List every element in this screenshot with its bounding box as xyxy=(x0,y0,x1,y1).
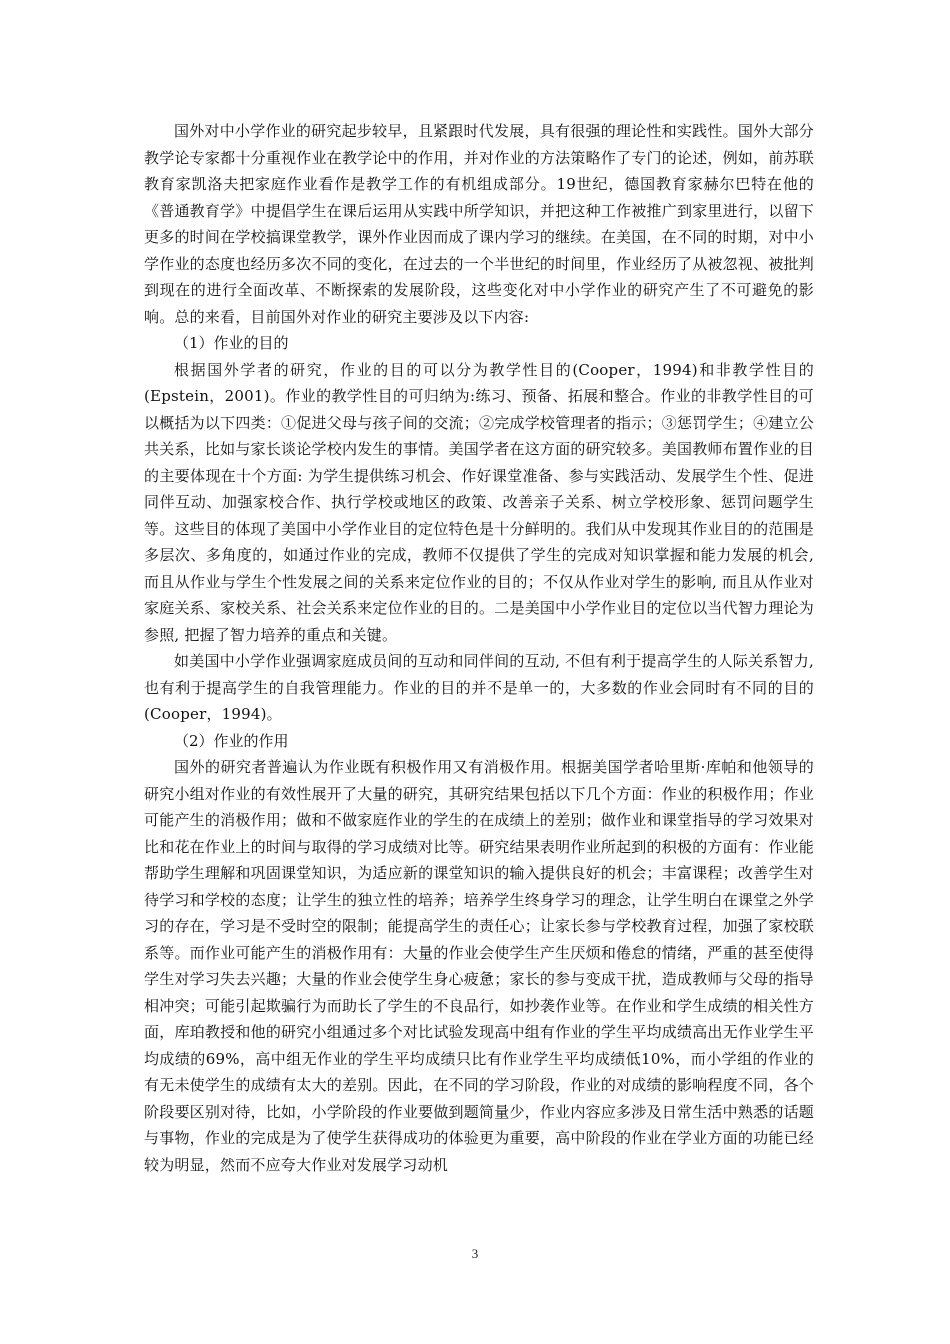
section-heading-effect: （2）作业的作用 xyxy=(174,731,289,750)
paragraph-effect: 国外的研究者普遍认为作业既有积极作用又有消极作用。根据美国学者哈里斯·库帕和他领导的研究小组对作业的有效性展开了大量的研究，其研究结果包括以下几个方面：作业的积极作用；作业可能产生的消极作用；做和不做家庭作业的学生的在成绩上的差别；做作业和课堂指导的学习效果对比和花在作业上的时间与取得的学习成绩对比等。研究结果表明作业所起到的积极的方面有：作业能帮助学生理解和巩固课堂知识，为适应新的课堂知识的输入提供良好的机会；丰富课程；改善学生对待学习和学校的态度；让学生的独立性的培养；培养学生终身学习的理念，让学生明白在课堂之外学习的存在，学习是不受时空的限制；能提高学生的责任心；让家长参与学校教育过程，加强了家校联系等。而作业可能产生的消极作用有：大量的作业会使学生产生厌烦和倦怠的情绪，严重的甚至使得学生对学习失去兴趣；大量的作业会使学生身心疲惫；家长的参与变成干扰，造成教师与父母的指导相冲突；可能引起欺骗行为而助长了学生的不良品行，如抄袭作业等。在作业和学生成绩的相关性方面，库珀教授和他的研究小组通过多个对比试验发现高中组有作业的学生平均成绩高出无作业学生平均成绩的69%，高中组无作业的学生平均成绩只比有作业学生平均成绩低10%，而小学组的作业的有无未使学生的成绩有太大的差别。因此，在不同的学习阶段，作业的对成绩的影响程度不同，各个阶段要区别对待，比如，小学阶段的作业要做到题简量少，作业内容应多涉及日常生活中熟悉的话题与事物，作业的完成是为了使学生获得成功的体验更为重要，高中阶段的作业在学业方面的功能已经较为明显，然而不应夸大作业对发展学习动机 xyxy=(144,758,814,1174)
section-heading-purpose: （1）作业的目的 xyxy=(174,334,289,352)
document-body xyxy=(144,118,814,1178)
paragraph-purpose: 根据国外学者的研究，作业的目的可以分为教学性目的(Cooper，1994)和非教学性目的(Epstein，2001)。作业的教学性目的可归纳为:练习、预备、拓展和整合。作业的非教学性目的可以概括为以下四类：①促进父母与孩子间的交流；②完成学校管理者的指示；③惩罚学生；④建立公共关系，比如与家长谈论学校内发生的事情。美国学者在这方面的研究较多。美国教师布置作业的目的主要体现在十个方面: 为学生提供练习机会、作好课堂准备、参与实践活动、发展学生个性、促进同伴互动、加强家校合作、执行学校或地区的政策、改善亲子关系、树立学校形象、惩罚问题学生等。这些目的体现了美国中小学作业目的定位特色是十分鲜明的。我们从中发现其作业目的的范围是多层次、多角度的，如通过作业的完成，教师不仅提供了学生的完成对知识掌握和能力发展的机会, 而且从作业与学生个性发展之间的关系来定位作业的目的；不仅从作业对学生的影响, 而且从作业对家庭关系、家校关系、社会关系来定位作业的目的。二是美国中小学作业目的定位以当代智力理论为参照, 把握了智力培养的重点和关键。 xyxy=(144,360,814,644)
paragraph-intro: 国外对中小学作业的研究起步较早，且紧跟时代发展，具有很强的理论性和实践性。国外大部分教学论专家都十分重视作业在教学论中的作用，并对作业的方法策略作了专门的论述，例如，前苏联教育家凯洛夫把家庭作业看作是教学工作的有机组成部分。19世纪，德国教育家赫尔巴特在他的《普通教育学》中提倡学生在课后运用从实践中所学知识，并把这种工作被推广到家里进行，以留下更多的时间在学校搞课堂教学，课外作业因而成了课内学习的继续。在美国，在不同的时期，对中小学作业的态度也经历多次不同的变化，在过去的一个半世纪的时间里，作业经历了从被忽视、被批判到现在的进行全面改革、不断探索的发展阶段，这些变化对中小学作业的研究产生了不可避免的影响。总的来看，目前国外对作业的研究主要涉及以下内容: xyxy=(144,122,814,326)
paragraph-purpose-continued: 如美国中小学作业强调家庭成员间的互动和同伴间的互动, 不但有利于提高学生的人际关系智力, 也有利于提高学生的自我管理能力。作业的目的并不是单一的，大多数的作业会同时有不同的目的(Cooper，1994)。 xyxy=(144,652,814,723)
page-number: 3 xyxy=(471,1246,479,1261)
